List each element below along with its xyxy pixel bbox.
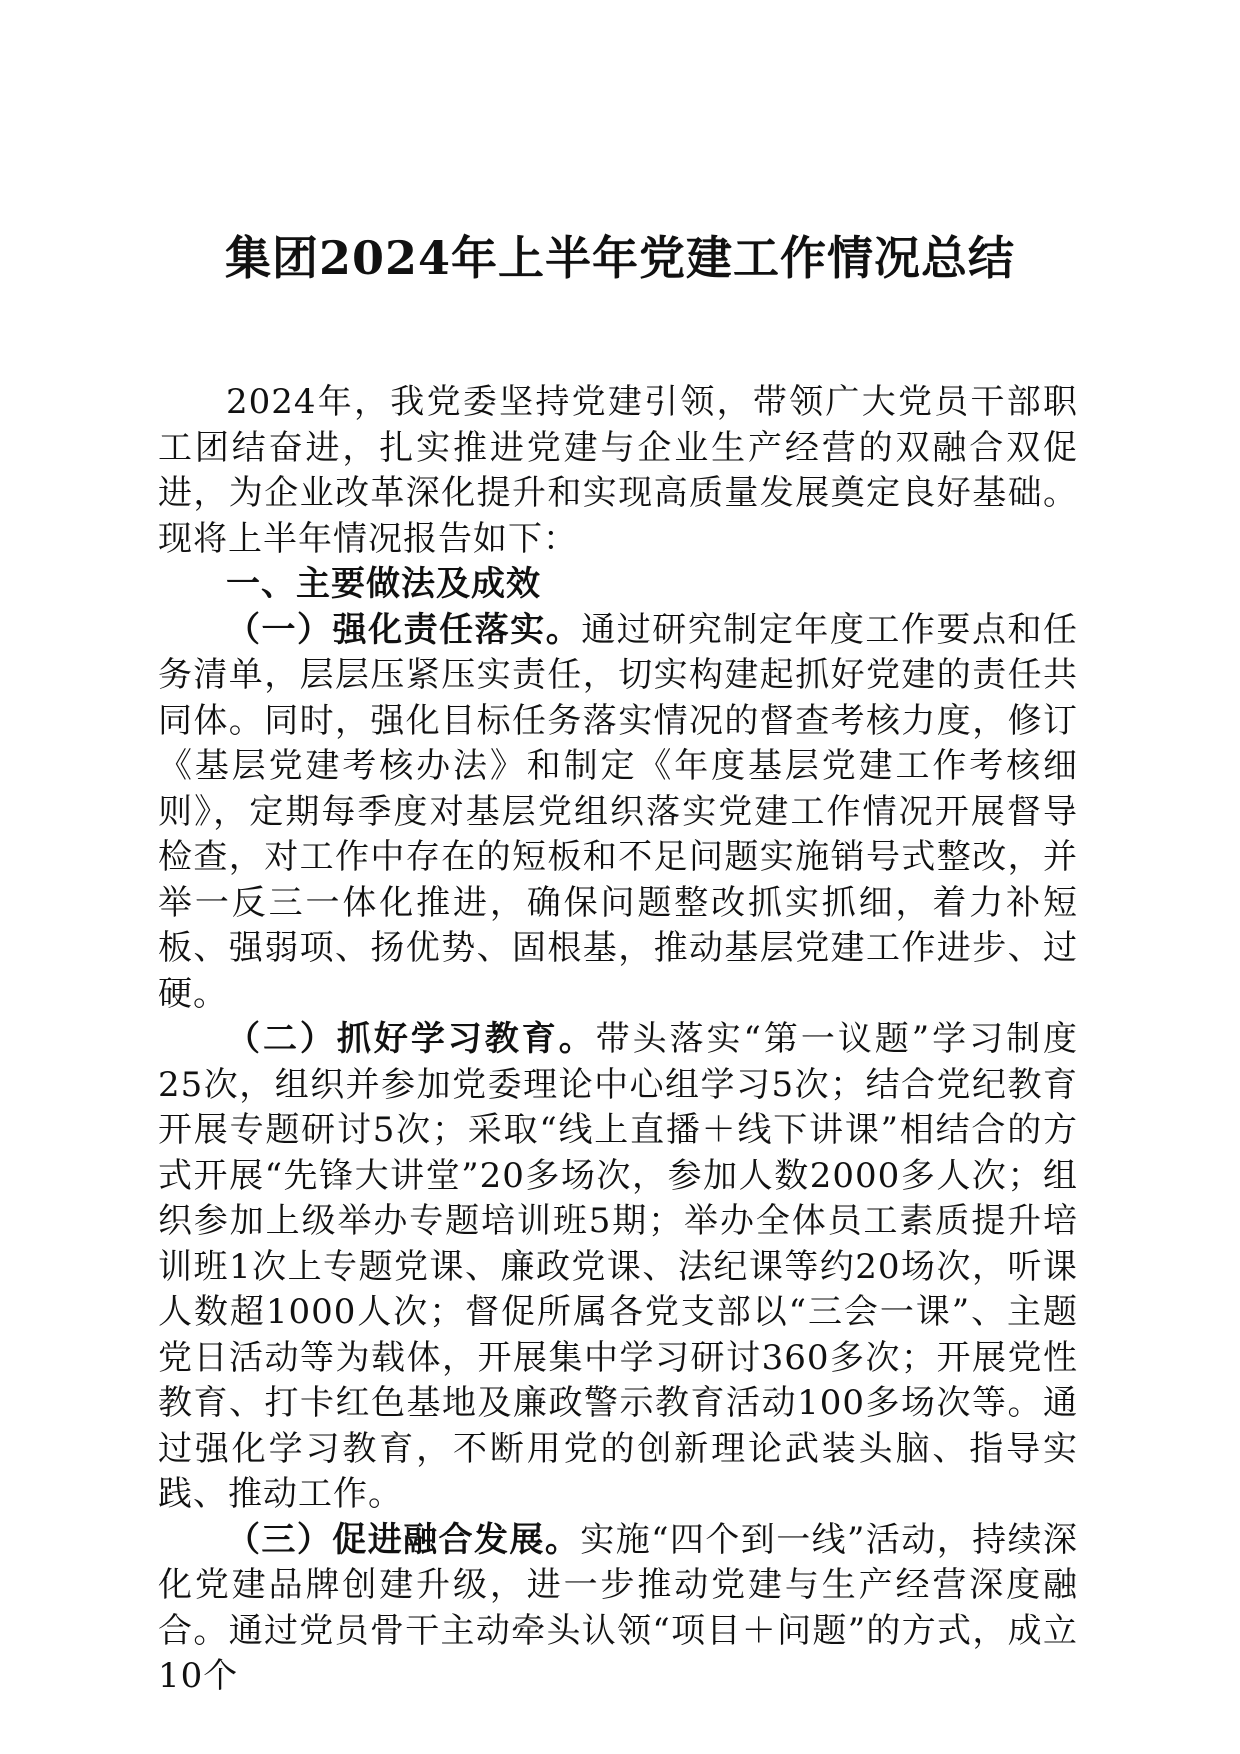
item-lead: （一）强化责任落实。 xyxy=(226,609,582,650)
item-paragraph xyxy=(158,1017,1078,1518)
item-text: 实施“四个到一线”活动，持续深化党建品牌创建升级，进一步推动党建与生产经营深度融合。通过党员骨干主动牵头认领“项目＋问题”的方式，成立10个 xyxy=(158,1519,1078,1696)
section-heading: 一、主要做法及成效 xyxy=(226,564,541,604)
item-paragraph xyxy=(158,1518,1078,1700)
item-lead: （三）促进融合发展。 xyxy=(226,1519,581,1560)
document-title: 集团2024年上半年党建工作情况总结 xyxy=(224,231,1016,285)
document-body xyxy=(158,380,1078,1700)
intro-paragraph: 2024年，我党委坚持党建引领，带领广大党员干部职工团结奋进，扎实推进党建与企业生产经营的双融合双促进，为企业改革深化提升和实现高质量发展奠定良好基础。现将上半年情况报告如下： xyxy=(158,382,1078,559)
item-text: 通过研究制定年度工作要点和任务清单，层层压紧压实责任，切实构建起抓好党建的责任共同体。同时，强化目标任务落实情况的督查考核力度，修订《基层党建考核办法》和制定《年度基层党建工作考核细则》，定期每季度对基层党组织落实党建工作情况开展督导检查，对工作中存在的短板和不足问题实施销号式整改，并举一反三一体化推进，确保问题整改抓实抓细，着力补短板、强弱项、扬优势、固根基，推动基层党建工作进步、过硬。 xyxy=(158,609,1079,1014)
item-paragraph xyxy=(158,608,1078,1018)
item-text: 带头落实“第一议题”学习制度25次，组织并参加党委理论中心组学习5次；结合党纪教育开展专题研讨5次；采取“线上直播＋线下讲课”相结合的方式开展“先锋大讲堂”20多场次，参加人数2000多人次；组织参加上级举办专题培训班5期；举办全体员工素质提升培训班1次上专题党课、廉政党课、法纪课等约20场次，听课人数超1000人次；督促所属各党支部以“三会一课”、主题党日活动等为载体，开展集中学习研讨360多次；开展党性教育、打卡红色基地及廉政警示教育活动100多场次等。通过强化学习教育，不断用党的创新理论武装头脑、指导实践、推动工作。 xyxy=(158,1019,1079,1514)
item-lead: （二）抓好学习教育。 xyxy=(226,1019,596,1059)
